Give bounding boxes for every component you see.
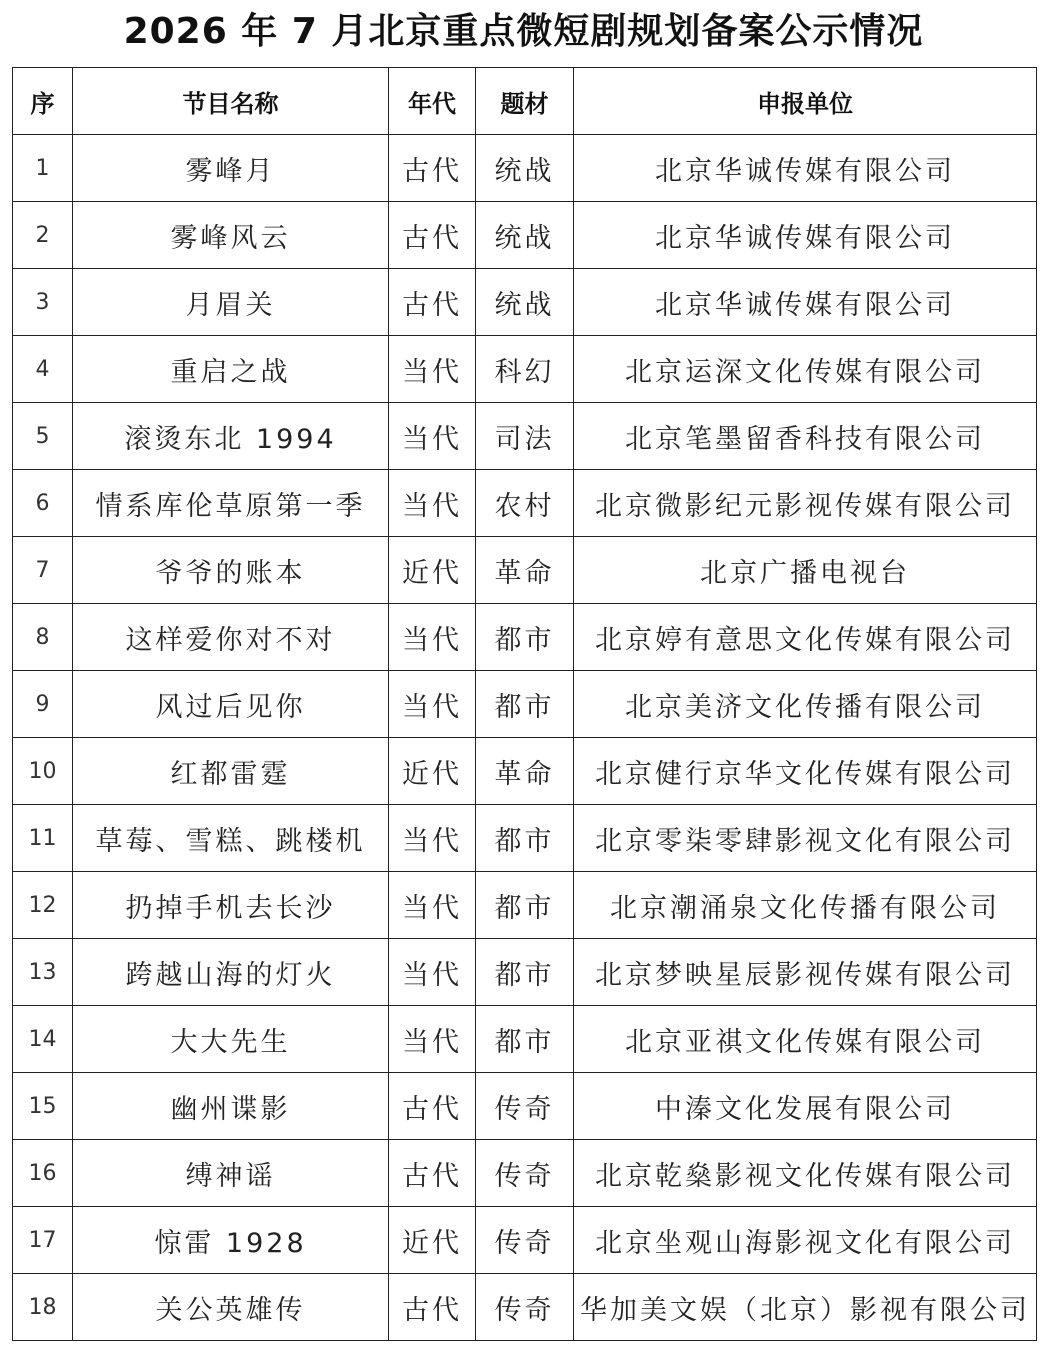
row-genre: 革命 — [476, 537, 574, 604]
row-era: 当代 — [389, 470, 476, 537]
table-row — [13, 1207, 1037, 1274]
row-seq: 13 — [13, 939, 73, 1006]
row-seq: 3 — [13, 269, 73, 336]
row-genre: 革命 — [476, 738, 574, 805]
row-seq: 1 — [13, 135, 73, 202]
row-genre: 科幻 — [476, 336, 574, 403]
row-seq: 8 — [13, 604, 73, 671]
row-program-name: 雾峰风云 — [73, 202, 389, 269]
row-seq: 15 — [13, 1073, 73, 1140]
row-program-name: 重启之战 — [73, 336, 389, 403]
table-row — [13, 537, 1037, 604]
row-applicant-unit: 北京坐观山海影视文化有限公司 — [574, 1207, 1037, 1274]
row-applicant-unit: 北京零柒零肆影视文化有限公司 — [574, 805, 1037, 872]
table-row — [13, 1006, 1037, 1073]
row-applicant-unit: 北京笔墨留香科技有限公司 — [574, 403, 1037, 470]
table-row — [13, 1274, 1037, 1341]
row-genre: 统战 — [476, 135, 574, 202]
table-row — [13, 269, 1037, 336]
filing-table — [12, 67, 1037, 1341]
row-program-name: 大大先生 — [73, 1006, 389, 1073]
row-program-name: 情系库伦草原第一季 — [73, 470, 389, 537]
row-genre: 传奇 — [476, 1073, 574, 1140]
table-row — [13, 805, 1037, 872]
header-era: 年代 — [389, 68, 476, 135]
row-genre: 都市 — [476, 805, 574, 872]
row-era: 古代 — [389, 1073, 476, 1140]
row-applicant-unit: 北京华诚传媒有限公司 — [574, 269, 1037, 336]
row-seq: 10 — [13, 738, 73, 805]
row-seq: 4 — [13, 336, 73, 403]
row-era: 当代 — [389, 604, 476, 671]
row-program-name: 草莓、雪糕、跳楼机 — [73, 805, 389, 872]
row-program-name: 扔掉手机去长沙 — [73, 872, 389, 939]
row-seq: 9 — [13, 671, 73, 738]
row-program-name: 风过后见你 — [73, 671, 389, 738]
row-seq: 6 — [13, 470, 73, 537]
row-era: 当代 — [389, 939, 476, 1006]
row-program-name: 这样爱你对不对 — [73, 604, 389, 671]
row-era: 古代 — [389, 1274, 476, 1341]
table-row — [13, 738, 1037, 805]
row-program-name: 缚神谣 — [73, 1140, 389, 1207]
row-era: 当代 — [389, 872, 476, 939]
row-era: 古代 — [389, 269, 476, 336]
row-genre: 传奇 — [476, 1140, 574, 1207]
row-seq: 18 — [13, 1274, 73, 1341]
row-seq: 5 — [13, 403, 73, 470]
row-seq: 12 — [13, 872, 73, 939]
row-applicant-unit: 北京亚祺文化传媒有限公司 — [574, 1006, 1037, 1073]
table-row — [13, 939, 1037, 1006]
row-applicant-unit: 北京婷有意思文化传媒有限公司 — [574, 604, 1037, 671]
row-applicant-unit: 北京运深文化传媒有限公司 — [574, 336, 1037, 403]
header-applicant-unit: 申报单位 — [574, 68, 1037, 135]
row-applicant-unit: 中溱文化发展有限公司 — [574, 1073, 1037, 1140]
row-program-name: 惊雷 1928 — [73, 1207, 389, 1274]
row-program-name: 雾峰月 — [73, 135, 389, 202]
page-title: 2026 年 7 月北京重点微短剧规划备案公示情况 — [123, 11, 924, 52]
row-seq: 14 — [13, 1006, 73, 1073]
row-program-name: 爷爷的账本 — [73, 537, 389, 604]
table-row — [13, 403, 1037, 470]
row-genre: 统战 — [476, 202, 574, 269]
row-genre: 都市 — [476, 671, 574, 738]
row-era: 古代 — [389, 202, 476, 269]
row-era: 古代 — [389, 1140, 476, 1207]
row-program-name: 幽州谍影 — [73, 1073, 389, 1140]
row-applicant-unit: 北京梦映星辰影视传媒有限公司 — [574, 939, 1037, 1006]
row-applicant-unit: 北京微影纪元影视传媒有限公司 — [574, 470, 1037, 537]
row-program-name: 跨越山海的灯火 — [73, 939, 389, 1006]
table-row — [13, 1073, 1037, 1140]
row-program-name: 红都雷霆 — [73, 738, 389, 805]
header-genre: 题材 — [476, 68, 574, 135]
row-genre: 传奇 — [476, 1274, 574, 1341]
row-seq: 11 — [13, 805, 73, 872]
row-era: 当代 — [389, 336, 476, 403]
table-body — [13, 135, 1037, 1341]
row-era: 当代 — [389, 403, 476, 470]
table-row — [13, 202, 1037, 269]
row-seq: 7 — [13, 537, 73, 604]
row-genre: 都市 — [476, 1006, 574, 1073]
row-seq: 17 — [13, 1207, 73, 1274]
table-row — [13, 470, 1037, 537]
row-era: 当代 — [389, 1006, 476, 1073]
row-genre: 统战 — [476, 269, 574, 336]
row-applicant-unit: 北京健行京华文化传媒有限公司 — [574, 738, 1037, 805]
table-row — [13, 336, 1037, 403]
row-genre: 都市 — [476, 939, 574, 1006]
row-applicant-unit: 北京乾燊影视文化传媒有限公司 — [574, 1140, 1037, 1207]
row-applicant-unit: 北京潮涌泉文化传播有限公司 — [574, 872, 1037, 939]
row-program-name: 滚烫东北 1994 — [73, 403, 389, 470]
header-program-name: 节目名称 — [73, 68, 389, 135]
row-era: 近代 — [389, 738, 476, 805]
row-applicant-unit: 北京美济文化传播有限公司 — [574, 671, 1037, 738]
header-seq: 序 — [13, 68, 73, 135]
table-row — [13, 604, 1037, 671]
row-genre: 传奇 — [476, 1207, 574, 1274]
row-applicant-unit: 北京华诚传媒有限公司 — [574, 202, 1037, 269]
row-seq: 2 — [13, 202, 73, 269]
table-row — [13, 671, 1037, 738]
row-era: 当代 — [389, 805, 476, 872]
row-era: 近代 — [389, 1207, 476, 1274]
row-genre: 农村 — [476, 470, 574, 537]
table-header-row — [13, 68, 1037, 135]
row-applicant-unit: 华加美文娱（北京）影视有限公司 — [574, 1274, 1037, 1341]
row-applicant-unit: 北京广播电视台 — [574, 537, 1037, 604]
table-row — [13, 872, 1037, 939]
table-row — [13, 1140, 1037, 1207]
row-genre: 都市 — [476, 872, 574, 939]
row-program-name: 月眉关 — [73, 269, 389, 336]
table-row — [13, 135, 1037, 202]
row-era: 当代 — [389, 671, 476, 738]
row-era: 近代 — [389, 537, 476, 604]
row-seq: 16 — [13, 1140, 73, 1207]
row-program-name: 关公英雄传 — [73, 1274, 389, 1341]
row-applicant-unit: 北京华诚传媒有限公司 — [574, 135, 1037, 202]
row-era: 古代 — [389, 135, 476, 202]
row-genre: 都市 — [476, 604, 574, 671]
row-genre: 司法 — [476, 403, 574, 470]
